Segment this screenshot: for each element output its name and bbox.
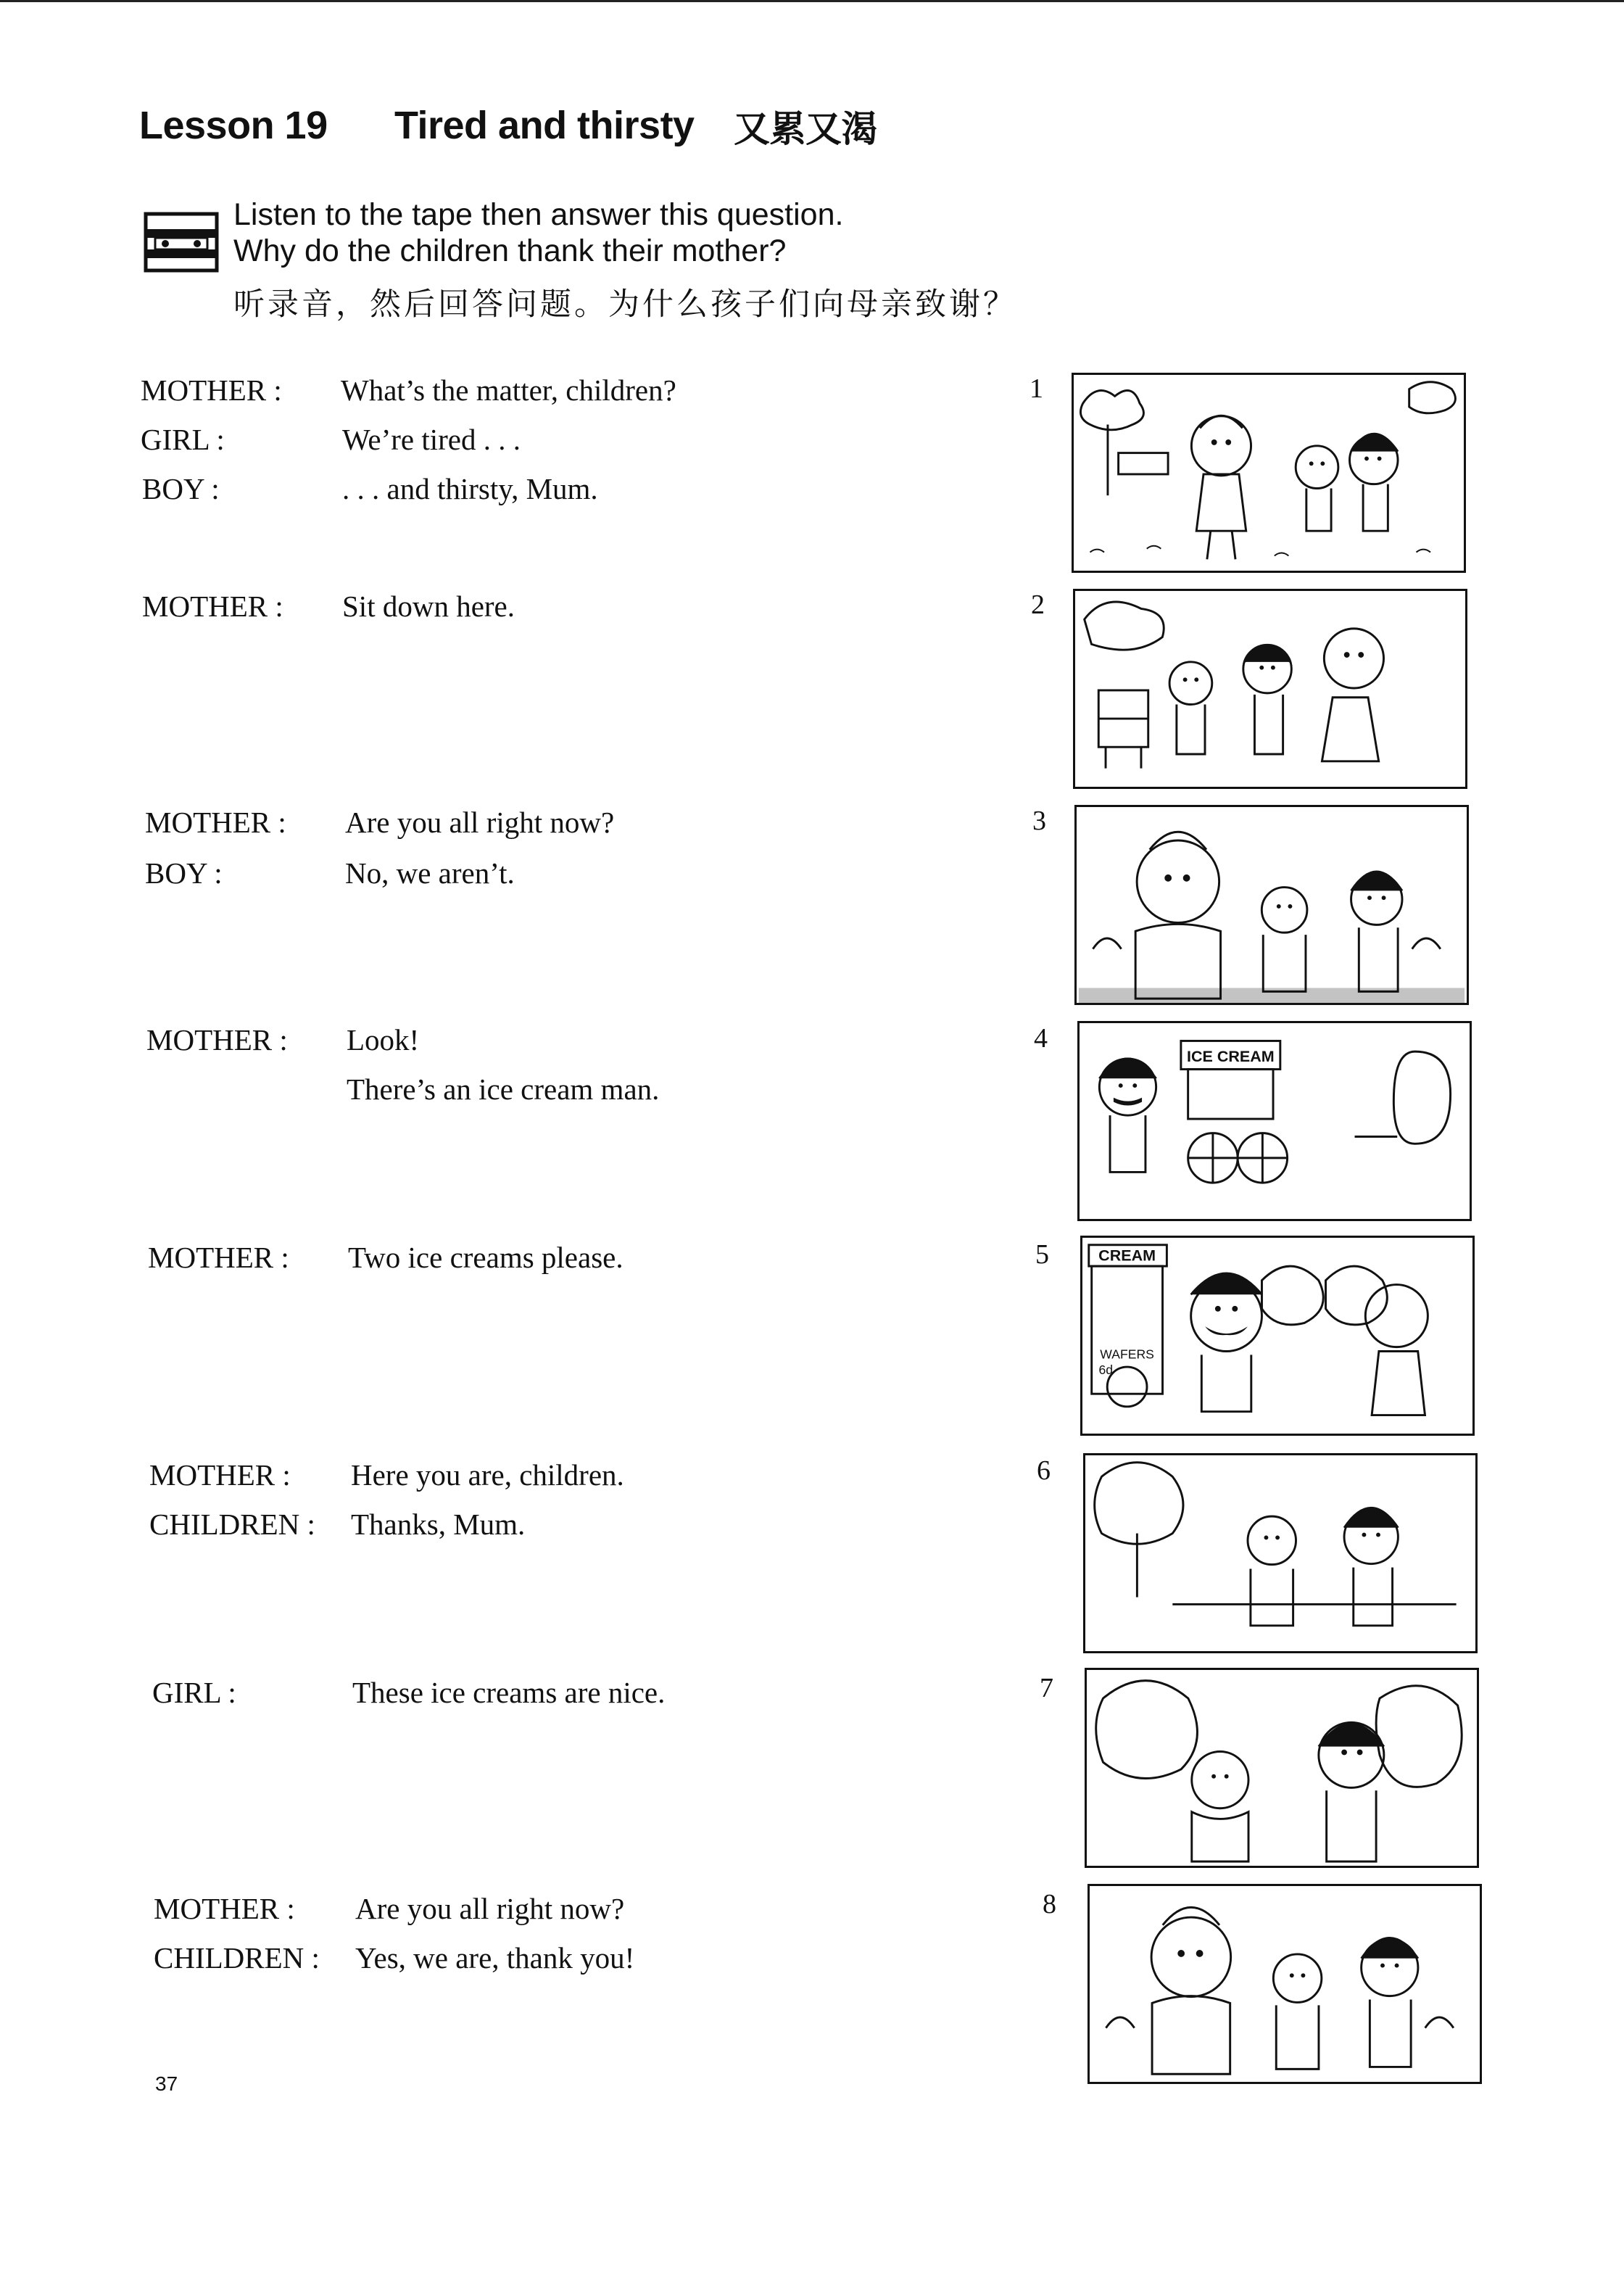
comic-panel-8 <box>1088 1884 1482 2084</box>
comic-panel-2 <box>1073 589 1467 789</box>
comic-panel-5 <box>1080 1236 1475 1436</box>
panel-number: 8 <box>1043 1889 1056 1919</box>
panel-number: 6 <box>1037 1455 1051 1486</box>
speaker-label: MOTHER : <box>141 373 282 407</box>
panel-number: 2 <box>1031 590 1045 620</box>
panel-5-sign-wafers: WAFERS <box>1100 1347 1154 1362</box>
dialogue-line: Two ice creams please. <box>348 1241 624 1274</box>
page-top-border <box>0 0 1624 2</box>
panel-number: 4 <box>1034 1023 1048 1054</box>
dialogue-line: Look! <box>347 1023 420 1057</box>
comic-panel-3 <box>1074 805 1469 1005</box>
lesson-title: Tired and thirsty <box>394 104 695 147</box>
speaker-label: MOTHER : <box>154 1892 295 1925</box>
dialogue-line: What’s the matter, children? <box>341 373 676 407</box>
speaker-label: GIRL : <box>141 423 225 456</box>
panel-5-price: 6d <box>1098 1362 1114 1377</box>
panel-4-sign: ICE CREAM <box>1186 1047 1275 1065</box>
speaker-label: CHILDREN : <box>154 1941 320 1975</box>
dialogue-line: We’re tired . . . <box>342 423 521 456</box>
speaker-label: MOTHER : <box>142 590 283 623</box>
dialogue-line: Yes, we are, thank you! <box>355 1941 635 1975</box>
dialogue-line: Thanks, Mum. <box>351 1508 526 1541</box>
panel-number: 7 <box>1040 1673 1053 1703</box>
dialogue-line: . . . and thirsty, Mum. <box>342 472 598 505</box>
speaker-label: MOTHER : <box>148 1241 289 1274</box>
instruction-chinese: 听录音，然后回答问题。为什么孩子们向母亲致谢？ <box>233 286 1017 323</box>
dialogue-line: Here you are, children. <box>351 1458 624 1492</box>
comic-panel-7 <box>1085 1668 1479 1868</box>
dialogue-line: Sit down here. <box>342 590 515 623</box>
cassette-tape-icon <box>144 212 219 273</box>
instruction-line-2: Why do the children thank their mother? <box>233 233 787 268</box>
speaker-label: BOY : <box>142 472 220 505</box>
instruction-line-1: Listen to the tape then answer this question. <box>233 197 844 232</box>
comic-panel-4 <box>1077 1021 1472 1221</box>
dialogue-line: No, we aren’t. <box>345 856 515 890</box>
speaker-label: MOTHER : <box>149 1458 291 1492</box>
speaker-label: BOY : <box>145 856 223 890</box>
comic-panel-6 <box>1083 1453 1478 1653</box>
speaker-label: MOTHER : <box>146 1023 288 1057</box>
dialogue-line: There’s an ice cream man. <box>347 1072 660 1106</box>
dialogue-line: Are you all right now? <box>355 1892 625 1925</box>
dialogue-line: Are you all right now? <box>345 806 615 839</box>
panel-number: 3 <box>1032 806 1046 836</box>
panel-number: 5 <box>1035 1239 1049 1270</box>
lesson-number: Lesson 19 <box>139 104 328 147</box>
lesson-title-chinese: 又累又渴 <box>734 108 877 150</box>
comic-panel-1 <box>1072 373 1466 573</box>
speaker-label: CHILDREN : <box>149 1508 315 1541</box>
speaker-label: MOTHER : <box>145 806 286 839</box>
dialogue-line: These ice creams are nice. <box>352 1676 666 1709</box>
page-number: 37 <box>155 2072 178 2095</box>
panel-5-sign: CREAM <box>1098 1246 1156 1265</box>
panel-number: 1 <box>1030 373 1043 404</box>
speaker-label: GIRL : <box>152 1676 236 1709</box>
